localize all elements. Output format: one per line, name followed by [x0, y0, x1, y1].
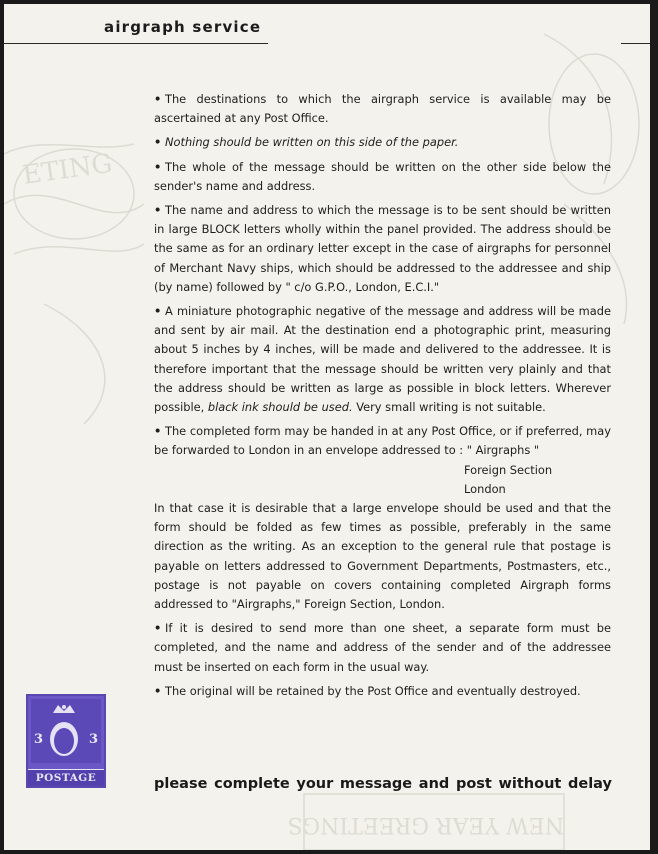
footer-word: post — [455, 776, 492, 792]
stamp-value-left: 3 — [34, 732, 44, 747]
footer-word: complete — [214, 776, 290, 792]
instruction-black-ink: black ink should be used. — [207, 400, 353, 415]
airgraph-form — [4, 4, 650, 850]
instructions — [154, 90, 611, 706]
address-london: London — [464, 481, 506, 496]
footer-word: delay — [568, 776, 612, 792]
instruction-destinations: • The destinations to which the airgraph service is available may be ascertained at any Post Office. — [154, 90, 611, 128]
footer-instruction — [154, 776, 612, 792]
instruction-photographic-text: A miniature photographic negative of the message and address will be made and sent by air mail. At the destination end a photographic print, measuring about 5 inches by 4 inches, will be made and delivered to the addressee. It is therefore important that the message should be written very plainly and that the address should be written as large as possible in block letters. Wherever possible, — [154, 304, 611, 415]
stamp-postage-label: POSTAGE — [28, 769, 104, 786]
footer-word: without — [498, 776, 562, 792]
instruction-multiple-sheets: • If it is desired to send more than one sheet, a separate form must be completed, and the name and address of the sender and of the addressee must be inserted on each form in the usual way. — [154, 619, 611, 677]
footer-word: your — [296, 776, 334, 792]
footer-word: please — [154, 776, 208, 792]
footer-word: message — [339, 776, 413, 792]
instruction-no-writing: • Nothing should be written on this side of the paper. — [154, 133, 611, 152]
postage-stamp — [26, 694, 106, 788]
stamp-portrait-panel — [31, 699, 101, 763]
instruction-envelope: In that case it is desirable that a large envelope should be used and that the form should be folded as few times as possible, preferably in the same direction as the writing. As an exception to the general rule that postage is payable on letters addressed to Government Departments, Postmasters, etc., postage is not payable on covers containing completed Airgraph forms addressed to "Airgraphs," Foreign Section, London. — [154, 501, 611, 612]
instruction-address-block: • The name and address to which the message is to be sent should be written in large BLOCK letters wholly within the panel provided. The address should be the same as for an ordinary letter except in the case of airgraphs for personnel of Merchant Navy ships, which should be addressed to the addressee and ship (by name) followed by " c/o G.P.O., London, E.C.I." — [154, 201, 611, 297]
svg-text:NEW YEAR GREETINGS: NEW YEAR GREETINGS — [287, 812, 564, 837]
header-rule-left — [4, 43, 268, 44]
king-portrait-icon — [31, 699, 97, 763]
svg-text:ETING: ETING — [20, 148, 115, 191]
header-title: airgraph service — [104, 18, 262, 36]
instruction-original-retained: • The original will be retained by the Post Office and eventually destroyed. — [154, 682, 611, 701]
footer-word: and — [418, 776, 450, 792]
instruction-small-writing: Very small writing is not suitable. — [356, 400, 546, 415]
address-foreign-section: Foreign Section — [464, 462, 553, 477]
instruction-photographic — [154, 302, 611, 417]
instruction-message-location: • The whole of the message should be written on the other side below the sender's name and address. — [154, 158, 611, 196]
header-rule-right — [621, 43, 650, 44]
stamp-value-right: 3 — [88, 732, 98, 747]
instruction-handing-in: • The completed form may be handed in at any Post Office, or if preferred, may be forwarded to London in an envelope addressed to : " Airgraphs " — [154, 422, 611, 460]
